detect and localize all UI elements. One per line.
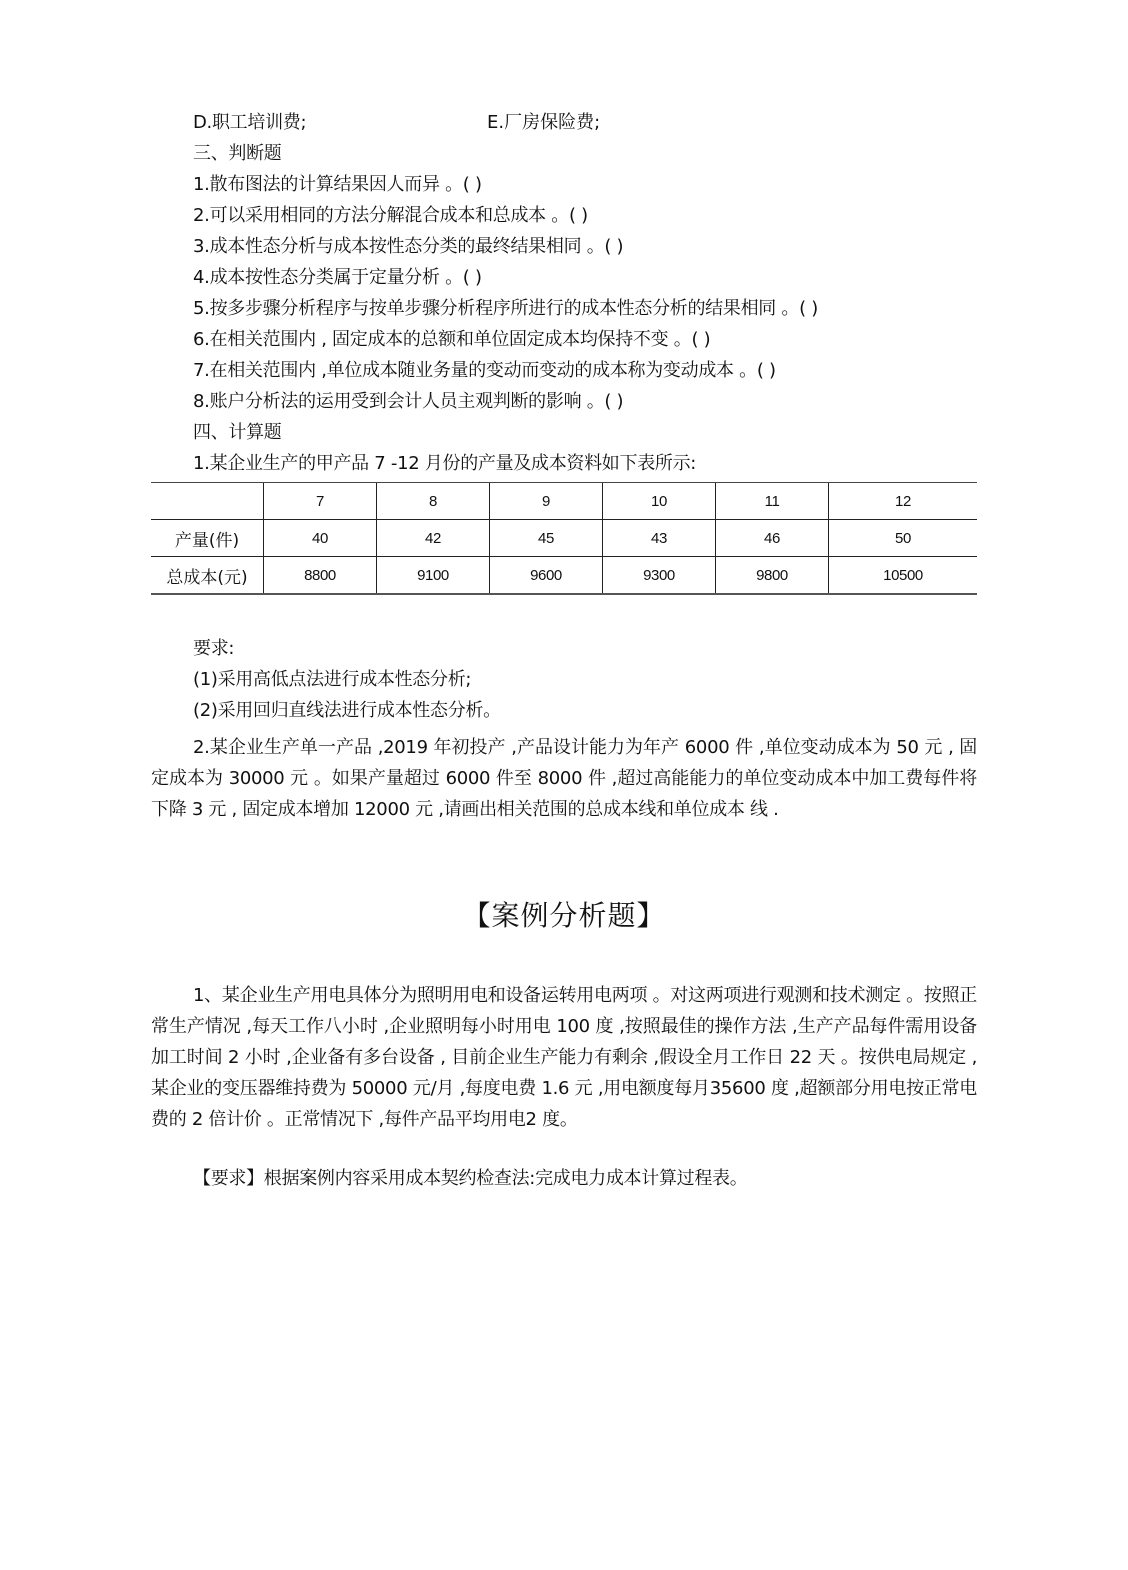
table-cell: 45 [490,520,603,557]
case-title: 【案例分析题】 [462,899,666,932]
requirement-item: (2)采用回归直线法进行成本性态分析。 [193,700,501,721]
table-cell: 9100 [377,557,490,595]
table-cell: 50 [829,520,978,557]
table-header-row [151,483,977,520]
section-heading-judgment: 三、判断题 [193,143,282,164]
table-header-month: 8 [377,483,490,520]
calc-q2: 2.某企业生产单一产品 ,2019 年初投产 ,产品设计能力为年产 6000 件 ,单位变动成本为 50 元 , 固定成本为 30000 元 。如果产量超过 6000 件至 8000 件 ,超过高能能力的单位变动成本中加工费每件将下降 3 元 , 固定成本增加 12000 元 ,请画出相关范围的总成本线和单位成本 线 . [151,737,977,820]
table-cell [151,483,264,520]
table-cell: 43 [603,520,716,557]
section-heading-calculation: 四、计算题 [193,422,282,443]
table-cell: 9800 [716,557,829,595]
table-header-month: 12 [829,483,978,520]
table-header-month: 10 [603,483,716,520]
table-cell: 9600 [490,557,603,595]
judgment-item: 4.成本按性态分类属于定量分析 。( ) [193,267,482,288]
table-cell: 40 [264,520,377,557]
table-row [151,557,977,595]
judgment-item: 8.账户分析法的运用受到会计人员主观判断的影响 。( ) [193,391,624,412]
table-row [151,520,977,557]
requirement-item: (1)采用高低点法进行成本性态分析; [193,669,472,690]
table-header-month: 11 [716,483,829,520]
judgment-item: 2.可以采用相同的方法分解混合成本和总成本 。( ) [193,205,588,226]
judgment-item: 6.在相关范围内 , 固定成本的总额和单位固定成本均保持不变 。( ) [193,329,711,350]
case-q1: 1、某企业生产用电具体分为照明用电和设备运转用电两项 。对这两项进行观测和技术测定 。按照正常生产情况 ,每天工作八小时 ,企业照明每小时用电 100 度 ,按照最佳的操作方法 ,生产产品每件需用设备加工时间 2 小时 ,企业备有多台设备 , 目前企业生产能力有剩余 ,假设全月工作日 22 天 。按供电局规定 ,某企业的变压器维持费为 50000 元/月 ,每度电费 1.6 元 ,用电额度每月35600 度 ,超额部分用电按正常电费的 2 倍计价 。正常情况下 ,每件产品平均用电2 度。 [151,985,977,1130]
production-cost-table [151,482,977,595]
judgment-item: 7.在相关范围内 ,单位成本随业务量的变动而变动的成本称为变动成本 。( ) [193,360,776,381]
judgment-item: 3.成本性态分析与成本按性态分类的最终结果相同 。( ) [193,236,624,257]
table-cell: 42 [377,520,490,557]
table-header-month: 9 [490,483,603,520]
requirements-label: 要求: [193,638,235,659]
calc-q1-intro: 1.某企业生产的甲产品 7 -12 月份的产量及成本资料如下表所示: [193,453,697,474]
table-cell: 46 [716,520,829,557]
option-d: D.职工培训费; [193,112,307,133]
option-e: E.厂房保险费; [487,112,601,133]
judgment-item: 5.按多步骤分析程序与按单步骤分析程序所进行的成本性态分析的结果相同 。( ) [193,298,818,319]
table-row-label: 产量(件) [151,520,264,557]
table-cell: 9300 [603,557,716,595]
judgment-item: 1.散布图法的计算结果因人而异 。( ) [193,174,482,195]
table-header-month: 7 [264,483,377,520]
table-row-label: 总成本(元) [151,557,264,595]
table-cell: 8800 [264,557,377,595]
case-requirement: 【要求】根据案例内容采用成本契约检查法:完成电力成本计算过程表。 [193,1168,748,1189]
table-cell: 10500 [829,557,978,595]
